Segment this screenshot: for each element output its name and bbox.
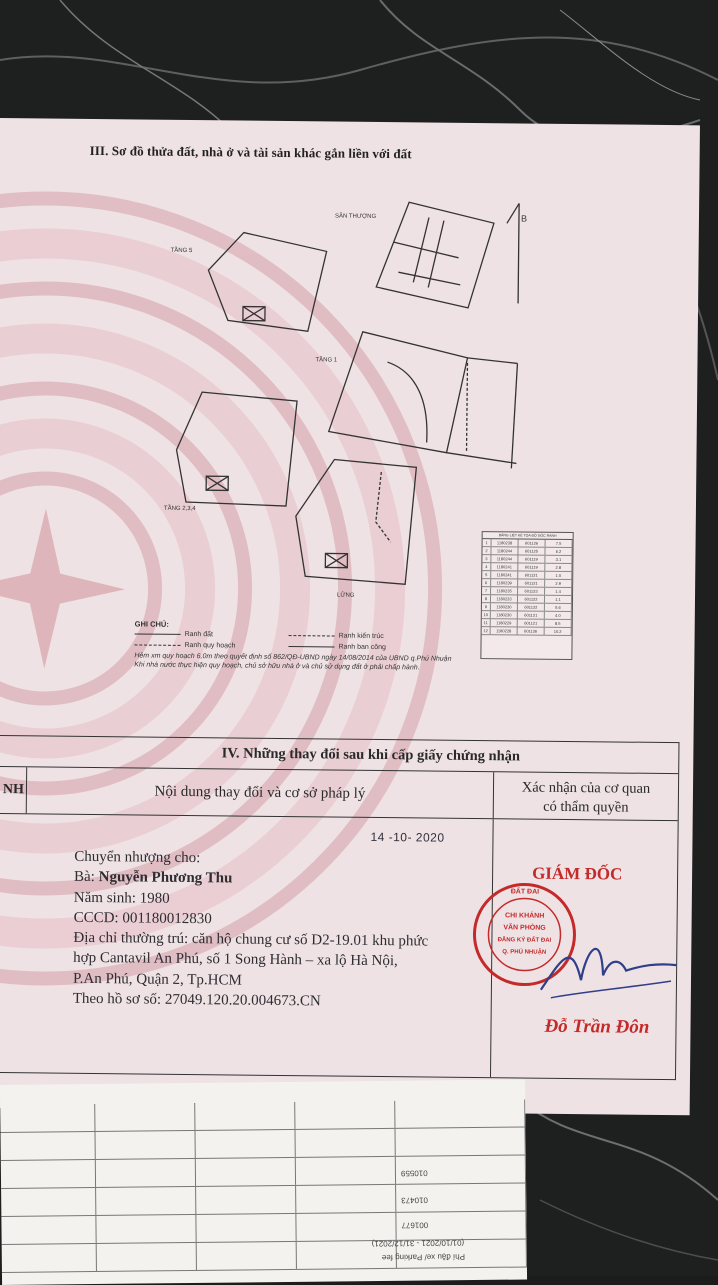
plan-tang5 — [208, 232, 327, 331]
receipt-period: (01/10/2021 - 31/12/2021) — [371, 1238, 465, 1249]
receipt-number-1: 010559 — [400, 1168, 428, 1178]
handwritten-signature — [531, 920, 682, 1012]
legend-ranh-ban-cong: Ranh ban công — [338, 643, 386, 652]
label-north: B — [520, 213, 528, 224]
signer-name: Đỗ Trần Đôn — [544, 1015, 650, 1038]
buyer-title: Bà: — [73, 869, 95, 886]
line-transfer-to: Chuyển nhượng cho: — [74, 848, 201, 867]
col-confirm-header — [494, 772, 678, 820]
change-date: 14 -10- 2020 — [370, 829, 445, 845]
line-birth-year: Năm sinh: 1980 — [73, 889, 170, 907]
plan-lung — [295, 459, 416, 584]
stamp-line-4: Q. PHÚ NHUẬN — [502, 949, 547, 956]
col-0-header: NH — [0, 767, 27, 813]
label-tang5: TẦNG 5 — [170, 247, 193, 255]
line-ranh-ban-cong — [288, 646, 334, 647]
section-3-title: III. Sơ đồ thửa đất, nhà ở và tài sản khác gắn liền với đất — [89, 142, 412, 162]
stamp-line-1: CHI KHÁNH — [504, 912, 545, 920]
stamp-line-2: VĂN PHÒNG — [503, 924, 546, 932]
legend — [134, 619, 452, 671]
line-file-number: Theo hồ sơ số: 27049.120.20.004673.CN — [72, 990, 321, 1010]
floor-plans-diagram — [0, 118, 700, 685]
stamp-line-3: ĐĂNG KÝ ĐẤT ĐAI — [497, 937, 552, 944]
section-4-header — [0, 767, 678, 821]
receipt-number-3: 001677 — [401, 1220, 429, 1230]
section-4-body — [0, 814, 678, 1079]
plan-san-thuong — [376, 202, 494, 308]
line-id-number: CCCD: 001180012830 — [73, 909, 212, 928]
plan-tang1 — [329, 331, 468, 452]
label-tang234: TẦNG 2,3,4 — [163, 505, 196, 513]
transfer-text — [73, 847, 429, 1013]
label-san-thuong: SÂN THƯỢNG — [334, 213, 377, 220]
label-lung: LỬNG — [336, 592, 355, 599]
coordinate-table: BẢNG LIỆT KÊ TỌA ĐỘ GÓC RANH 1 1180238 601126 7.5 2 1180244 601125 6.2 3 1180244 601119 3.1 4 1180241 601119 2.8 5 1180241 601121 1.0 6 1180239 601121 2.9 7 1180235 601123 1.4 8 1180233 601122 1.1 9 1180230 601122 5.6 10 1180230 601121 4.0 11 1180229 601121 8.5 12 1180228 601126 10.2 — [480, 531, 573, 660]
col-confirm-line1: Xác nhận của cơ quan — [521, 779, 651, 797]
certificate-sheet — [0, 118, 700, 1115]
line-ranh-quy-hoach — [134, 644, 180, 645]
legend-note-2: Khi nhà nước thực hiện quy hoạch, chủ sở hữu nhà ở và chủ sử dụng đất ở phải chấp hành. — [134, 661, 420, 672]
line-address-1: Địa chỉ thường trú: căn hộ chung cư số D2-19.01 khu phức — [73, 930, 429, 950]
receipt-number-2: 010473 — [401, 1195, 428, 1205]
director-title: GIÁM ĐỐC — [532, 863, 623, 884]
receipt-title: Phí đậu xe/ Parking fee — [381, 1252, 466, 1263]
legend-ranh-quy-hoach: Ranh quy hoạch — [184, 641, 236, 650]
line-ranh-kien-truc — [289, 635, 335, 636]
line-address-3: P.An Phú, Quận 2, Tp.HCM — [72, 970, 242, 989]
stamp-ring-text: ĐẤT ĐAI — [510, 888, 540, 896]
legend-note-1: Hẻm xm quy hoạch 6,0m theo quyết định số 862/QĐ-UBND ngày 14/08/2014 của UBND q.Phú Nhuận — [134, 652, 452, 663]
label-tang1: TẦNG 1 — [315, 357, 338, 364]
line-ranh-dat — [135, 633, 181, 634]
legend-ranh-kien-truc: Ranh kiến trúc — [338, 632, 384, 641]
section-4-title: IV. Những thay đổi sau khi cấp giấy chứng nhận — [0, 736, 678, 774]
legend-heading: GHI CHÚ: — [134, 619, 169, 629]
plan-tang234 — [176, 392, 297, 506]
section-4-table — [0, 735, 680, 1080]
col-content-header: Nội dung thay đổi và cơ sở pháp lý — [27, 767, 494, 818]
legend-ranh-dat: Ranh đất — [184, 630, 214, 639]
col-confirm-line2: có thẩm quyền — [543, 798, 629, 816]
parking-fee-receipt — [0, 1080, 527, 1285]
line-address-2: hợp Cantavil An Phú, số 1 Song Hành – xa lộ Hà Nội, — [73, 950, 398, 970]
buyer-name: Nguyễn Phương Thu — [98, 869, 233, 887]
